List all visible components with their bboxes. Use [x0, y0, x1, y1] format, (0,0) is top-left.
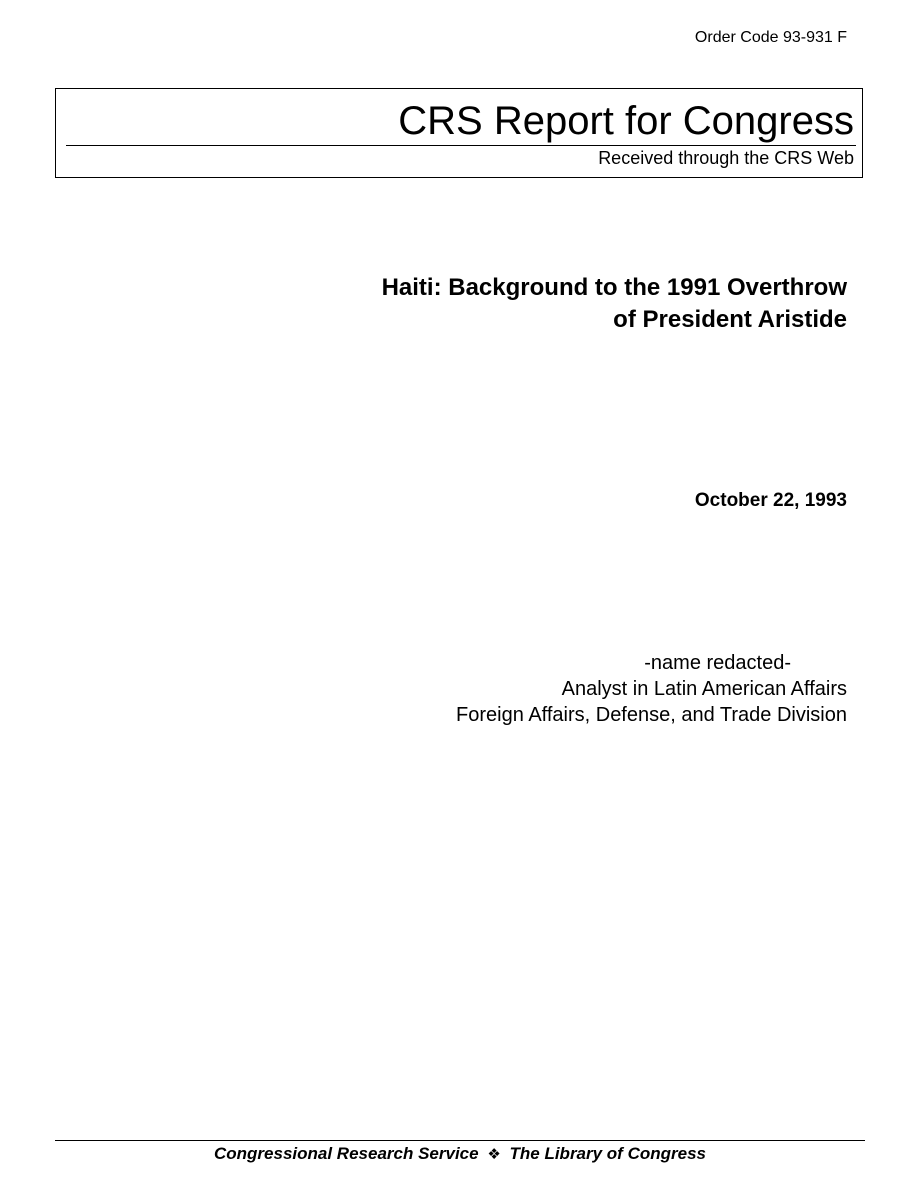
document-date: October 22, 1993	[694, 490, 847, 511]
author-name: -name redacted-	[644, 652, 791, 674]
document-title	[382, 272, 847, 336]
footer-left-text: Congressional Research Service	[214, 1144, 479, 1163]
header-divider	[66, 145, 856, 146]
order-code: Order Code 93-931 F	[694, 29, 847, 46]
author-position: Analyst in Latin American Affairs	[561, 678, 847, 700]
author-block	[456, 650, 847, 728]
footer-right-text: The Library of Congress	[509, 1144, 706, 1163]
document-title-line-2: of President Aristide	[613, 306, 847, 333]
report-title: CRS Report for Congress	[398, 99, 854, 143]
report-subtitle: Received through the CRS Web	[598, 148, 854, 168]
author-division: Foreign Affairs, Defense, and Trade Division	[456, 704, 847, 726]
footer-divider	[55, 1140, 865, 1141]
four-diamond-ornament-icon: ❖	[487, 1145, 501, 1163]
footer	[0, 1143, 920, 1165]
report-header-box	[55, 88, 863, 178]
document-title-line-1: Haiti: Background to the 1991 Overthrow	[381, 274, 847, 301]
